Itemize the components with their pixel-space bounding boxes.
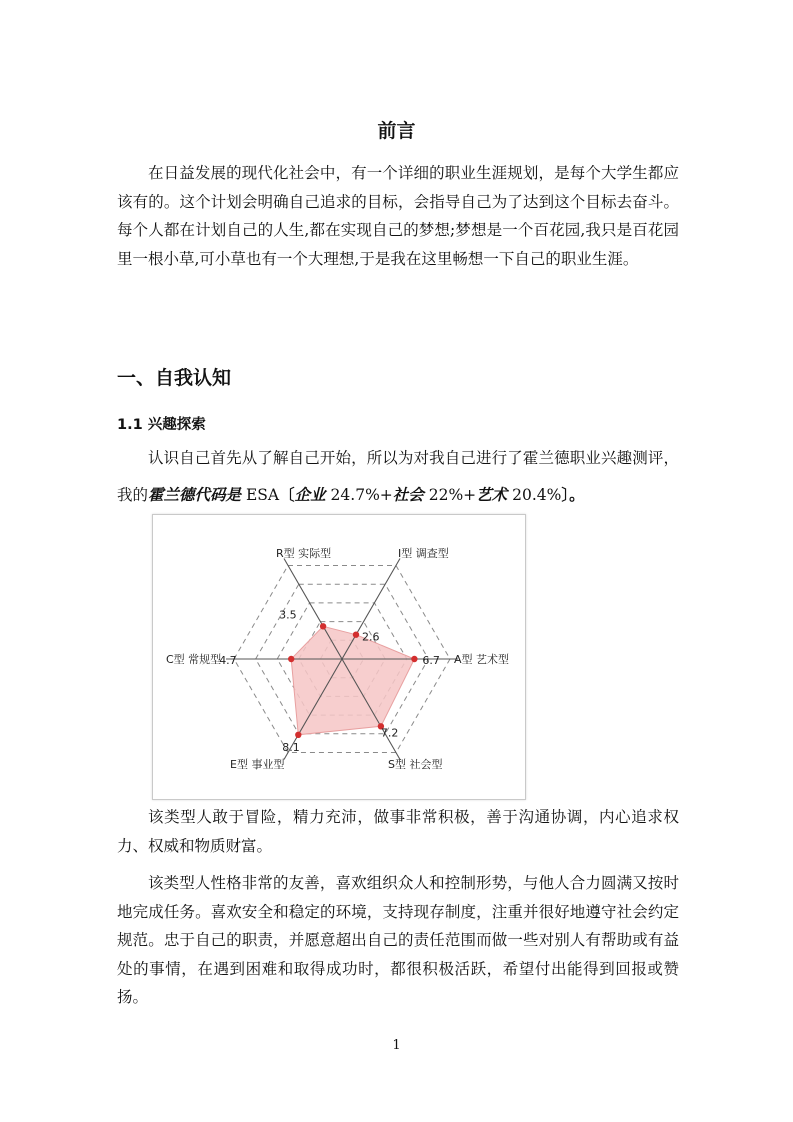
- close-bracket: 〕。: [561, 486, 585, 504]
- value-label-1: 3.5: [279, 608, 297, 622]
- data-point-2: [353, 632, 359, 638]
- preface-paragraph: 在日益发展的现代化社会中，有一个详细的职业生涯规划，是每个大学生都应该有的。这个计划会明确自己追求的目标，会指导自己为了达到这个目标去奋斗。每个人都在计划自己的人生,都在实现自己的梦想;梦想是一个百花园,我只是百花园里一根小草,可小草也有一个大理想,于是我在这里畅想一下自己的职业生涯。: [117, 164, 679, 268]
- description-paragraph-1: 该类型人敢于冒险，精力充沛，做事非常积极，善于沟通协调，内心追求权力、权威和物质财富。: [117, 808, 679, 855]
- category-label-6: C型 常规型: [166, 653, 222, 666]
- social-value: 22%+: [423, 486, 477, 504]
- radar-svg: [153, 515, 525, 799]
- data-point-6: [288, 656, 294, 662]
- category-label-2: I型 调查型: [398, 547, 449, 560]
- value-label-4: 7.2: [380, 726, 399, 740]
- art-value: 20.4%: [507, 486, 562, 504]
- value-label-5: 8.1: [282, 740, 300, 754]
- section-title: 一、自我认知: [117, 367, 232, 389]
- data-area: [291, 626, 414, 735]
- holland-code-label: 霍兰德代码是: [148, 486, 242, 504]
- preface-title: 前言: [377, 120, 416, 142]
- category-label-5: E型 事业型: [230, 758, 285, 771]
- data-point-5: [295, 732, 301, 738]
- data-point-1: [320, 623, 326, 629]
- value-label-6: 4.7: [219, 654, 237, 667]
- open-bracket: 〔: [279, 486, 295, 504]
- holland-radar-chart: [152, 514, 526, 800]
- subsection-title: 1.1 兴趣探索: [117, 417, 206, 433]
- enterprise-label: 企业: [294, 486, 326, 504]
- enterprise-value: 24.7%+: [325, 486, 393, 504]
- value-label-2: 2.6: [362, 630, 380, 644]
- intro-line1: 认识自己首先从了解自己开始，所以为对我自己进行了霍兰德职业兴趣测评，: [148, 449, 679, 467]
- intro-prefix: 我的: [117, 486, 149, 504]
- description-paragraph-2: 该类型人性格非常的友善，喜欢组织众人和控制形势，与他人合力圆满又按时地完成任务。喜欢安全和稳定的环境，支持现存制度，注重并很好地遵守社会约定规范。忠于自己的职责，并愿意超出自己的责任范围而做一些对别人有帮助或有益处的事情，在遇到困难和取得成功时，都很积极活跃，希望付出能得到回报或赞扬。: [117, 874, 679, 1007]
- category-label-1: R型 实际型: [276, 547, 332, 560]
- value-label-3: 6.7: [422, 654, 440, 667]
- social-label: 社会: [392, 486, 424, 504]
- category-label-3: A型 艺术型: [454, 653, 510, 666]
- category-label-4: S型 社会型: [388, 758, 443, 771]
- art-label: 艺术: [476, 486, 508, 504]
- page-number: 1: [392, 1038, 401, 1053]
- intro-paragraph: [117, 440, 679, 514]
- holland-code: ESA: [241, 486, 280, 504]
- data-point-3: [411, 656, 417, 662]
